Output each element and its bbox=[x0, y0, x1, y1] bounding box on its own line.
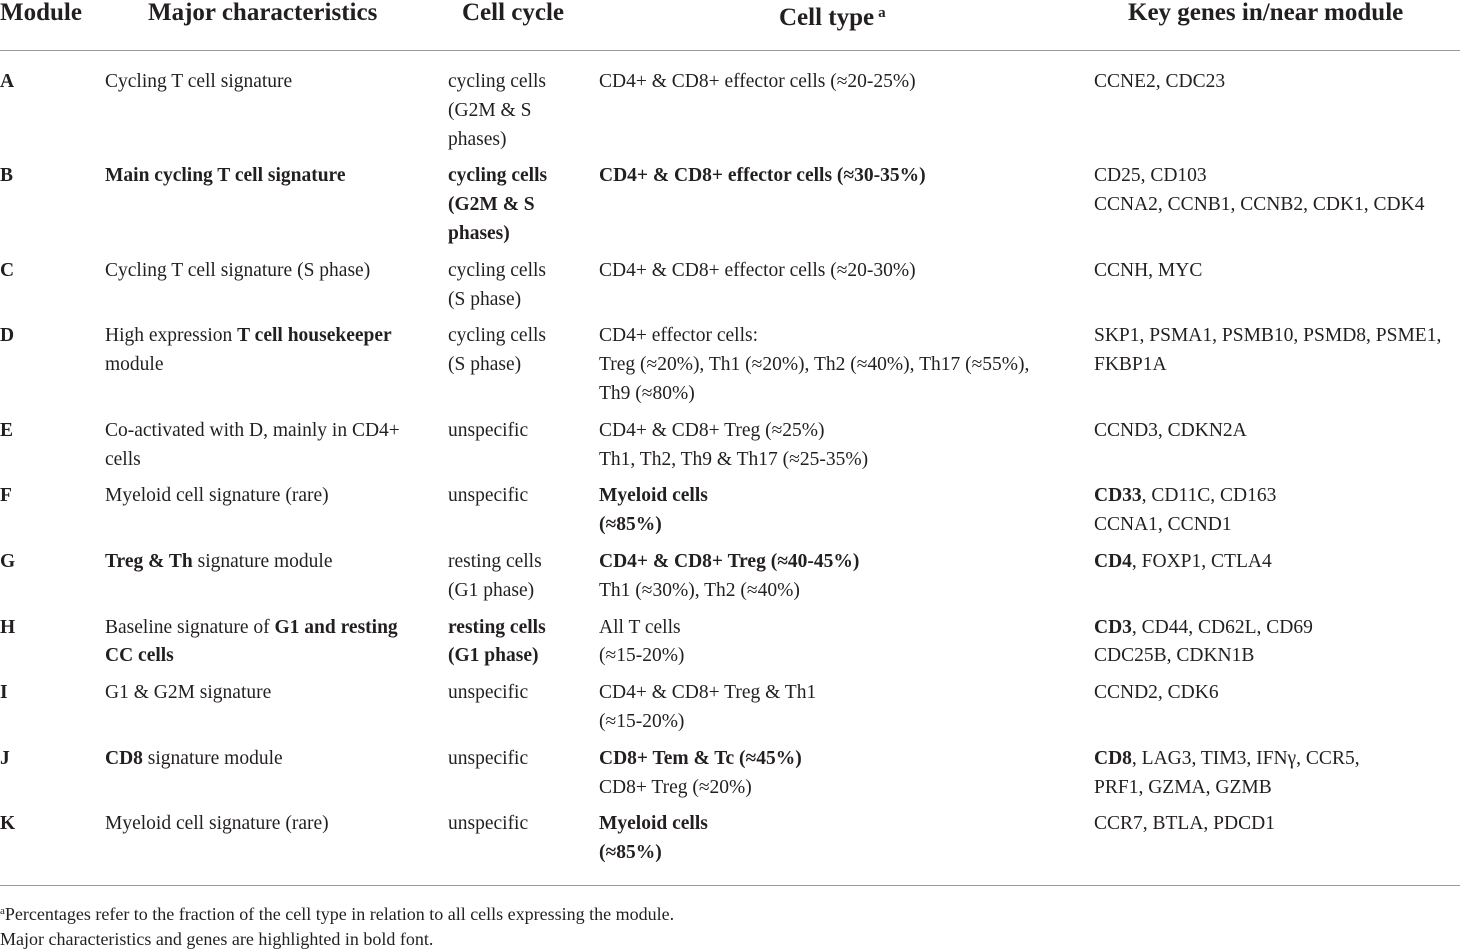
text: module bbox=[105, 354, 164, 376]
header-major-characteristics bbox=[105, 0, 448, 51]
text: (S phase) bbox=[448, 288, 522, 310]
cell-text-line bbox=[105, 810, 448, 839]
footnote-marker: a bbox=[0, 905, 5, 917]
cell-text-line bbox=[1094, 745, 1460, 774]
header-cell-cycle bbox=[448, 0, 599, 51]
cell-text-line bbox=[105, 68, 448, 97]
cell-major-characteristics bbox=[105, 808, 448, 885]
cell-text-line bbox=[105, 745, 448, 774]
text: cells bbox=[105, 448, 141, 470]
cell-text-line bbox=[599, 511, 1093, 540]
cell-module: D bbox=[0, 325, 15, 347]
cell-text-line bbox=[599, 708, 1093, 737]
text: , FOXP1, CTLA4 bbox=[1131, 550, 1272, 572]
cell-cell-cycle bbox=[448, 415, 599, 481]
cell-text-line bbox=[599, 839, 1093, 868]
text: Myeloid cell signature (rare) bbox=[105, 485, 329, 507]
cell-text-line bbox=[448, 577, 599, 606]
text: FKBP1A bbox=[1094, 354, 1167, 376]
cell-text-line bbox=[599, 614, 1093, 643]
cell-cell-cycle bbox=[448, 255, 599, 321]
cell-module: A bbox=[0, 71, 15, 92]
cell-module: H bbox=[0, 616, 16, 638]
table-row bbox=[0, 546, 1460, 612]
cell-module: F bbox=[0, 485, 12, 507]
cell-text-line bbox=[448, 162, 599, 191]
text: CD4+ & CD8+ effector cells (≈20-30%) bbox=[599, 259, 916, 281]
text: CCNH, MYC bbox=[1094, 259, 1203, 281]
bold-text: CD4 bbox=[1094, 550, 1132, 572]
cell-cell-cycle bbox=[448, 320, 599, 414]
cell-cell-type bbox=[599, 415, 1093, 481]
cell-text-line bbox=[599, 577, 1093, 606]
cell-text-line bbox=[448, 257, 599, 286]
cell-cell-type bbox=[599, 546, 1093, 612]
cell-cell-type bbox=[599, 677, 1093, 743]
text: (≈15-20%) bbox=[599, 710, 685, 732]
text: High expression bbox=[105, 325, 238, 347]
table-row bbox=[0, 320, 1460, 414]
cell-text-line bbox=[105, 614, 448, 643]
text: CCND2, CDK6 bbox=[1094, 682, 1219, 704]
text: unspecific bbox=[448, 419, 529, 441]
cell-module: J bbox=[0, 747, 10, 769]
bold-text: T cell housekeeper bbox=[237, 325, 392, 347]
bold-text: (G1 phase) bbox=[448, 645, 539, 667]
cell-text-line bbox=[448, 810, 599, 839]
text: cycling cells bbox=[448, 259, 547, 281]
text: Cycling T cell signature bbox=[105, 71, 293, 92]
cell-major-characteristics bbox=[105, 255, 448, 321]
cell-text-line bbox=[448, 191, 599, 220]
text: , CD11C, CD163 bbox=[1141, 485, 1277, 507]
text: Th1 (≈30%), Th2 (≈40%) bbox=[599, 579, 800, 601]
cell-key-genes bbox=[1093, 743, 1460, 809]
cell-text-line bbox=[448, 548, 599, 577]
cell-cell-cycle bbox=[448, 51, 599, 161]
text: CCNA1, CCND1 bbox=[1094, 514, 1232, 536]
header-major-label: Major characteristics bbox=[148, 0, 378, 26]
table-row bbox=[0, 808, 1460, 885]
text: Th9 (≈80%) bbox=[599, 382, 695, 404]
cell-major-characteristics bbox=[105, 480, 448, 546]
bold-text: cycling cells bbox=[448, 165, 548, 187]
bold-text: CD8 bbox=[105, 747, 143, 769]
cell-cell-type bbox=[599, 480, 1093, 546]
bold-text: CD4+ & CD8+ Treg (≈40-45%) bbox=[599, 550, 860, 572]
cell-major-characteristics bbox=[105, 743, 448, 809]
cell-key-genes bbox=[1093, 677, 1460, 743]
cell-text-line bbox=[448, 745, 599, 774]
cell-text-line bbox=[599, 322, 1093, 351]
cell-text-line bbox=[448, 68, 599, 97]
cell-text-line bbox=[1094, 68, 1460, 97]
text: CD25, CD103 bbox=[1094, 165, 1207, 187]
footnote-bold-highlight bbox=[0, 927, 674, 952]
text: , LAG3, TIM3, IFNγ, CCR5, bbox=[1131, 747, 1360, 769]
text: CD8+ Treg (≈20%) bbox=[599, 776, 752, 798]
cell-text-line bbox=[105, 322, 448, 351]
cell-major-characteristics bbox=[105, 51, 448, 161]
cell-cell-cycle bbox=[448, 612, 599, 678]
bold-text: resting cells bbox=[448, 616, 546, 638]
table-row bbox=[0, 743, 1460, 809]
header-module-label: Module bbox=[0, 0, 82, 26]
bold-text: (G2M & S bbox=[448, 194, 535, 216]
table-row bbox=[0, 677, 1460, 743]
text: Treg (≈20%), Th1 (≈20%), Th2 (≈40%), Th17 (≈55%), bbox=[599, 354, 1030, 376]
text: Myeloid cell signature (rare) bbox=[105, 813, 329, 835]
bold-text: CD4+ & CD8+ effector cells (≈30-35%) bbox=[599, 165, 926, 187]
text: , CD44, CD62L, CD69 bbox=[1131, 616, 1313, 638]
header-genes-label: Key genes in/near module bbox=[1128, 0, 1404, 26]
cell-text-line bbox=[448, 286, 599, 315]
cell-text-line bbox=[599, 162, 1093, 191]
cell-module: G bbox=[0, 550, 16, 572]
header-celltype-footnote-marker: a bbox=[878, 5, 886, 21]
cell-text-line bbox=[599, 482, 1093, 511]
cell-text-line bbox=[105, 642, 448, 671]
bold-text: Treg & Th bbox=[105, 550, 193, 572]
cell-text-line bbox=[1094, 417, 1460, 446]
bold-text: CD8+ Tem & Tc (≈45%) bbox=[599, 747, 802, 769]
text: cycling cells bbox=[448, 71, 547, 92]
cell-text-line bbox=[105, 679, 448, 708]
cell-cell-type bbox=[599, 255, 1093, 321]
cell-module: I bbox=[0, 682, 8, 704]
text: unspecific bbox=[448, 747, 529, 769]
cell-major-characteristics bbox=[105, 320, 448, 414]
cell-text-line bbox=[1094, 548, 1460, 577]
bold-text: Myeloid cells bbox=[599, 485, 708, 507]
cell-text-line bbox=[599, 380, 1093, 409]
cell-text-line bbox=[448, 351, 599, 380]
text: PRF1, GZMA, GZMB bbox=[1094, 776, 1272, 798]
cell-text-line bbox=[105, 257, 448, 286]
header-cycle-label: Cell cycle bbox=[462, 0, 565, 26]
footnote-percentages bbox=[0, 899, 674, 927]
footnote-bold-text: Major characteristics and genes are highlighted in bold font. bbox=[0, 929, 434, 949]
cell-text-line bbox=[448, 220, 599, 249]
cell-module: K bbox=[0, 808, 105, 885]
cell-cell-cycle bbox=[448, 546, 599, 612]
cell-text-line bbox=[599, 548, 1093, 577]
bold-text: CD3 bbox=[1094, 616, 1132, 638]
cell-text-line bbox=[105, 446, 448, 475]
text: signature module bbox=[142, 747, 283, 769]
cell-text-line bbox=[1094, 642, 1460, 671]
cell-cell-cycle bbox=[448, 480, 599, 546]
bold-text: CD8 bbox=[1094, 747, 1132, 769]
text: Cycling T cell signature (S phase) bbox=[105, 259, 371, 281]
cell-text-line bbox=[599, 774, 1093, 803]
text: Baseline signature of bbox=[105, 616, 275, 638]
cell-text-line bbox=[448, 679, 599, 708]
bold-text: Myeloid cells bbox=[599, 813, 708, 835]
cell-module: E bbox=[0, 419, 14, 441]
cell-major-characteristics bbox=[105, 160, 448, 254]
cell-text-line bbox=[105, 351, 448, 380]
header-row bbox=[0, 0, 1460, 51]
text: (G1 phase) bbox=[448, 579, 535, 601]
text: cycling cells bbox=[448, 325, 547, 347]
text: G1 & G2M signature bbox=[105, 682, 272, 704]
cell-cell-type bbox=[599, 612, 1093, 678]
header-cell-type bbox=[599, 0, 1093, 51]
cell-text-line bbox=[599, 417, 1093, 446]
text: unspecific bbox=[448, 813, 529, 835]
cell-text-line bbox=[599, 257, 1093, 286]
table-footnotes bbox=[0, 899, 674, 952]
cell-text-line bbox=[105, 482, 448, 511]
cell-major-characteristics bbox=[105, 612, 448, 678]
bold-text: phases) bbox=[448, 222, 510, 244]
text: All T cells bbox=[599, 616, 681, 638]
header-celltype-label: Cell type bbox=[779, 4, 875, 31]
cell-module: C bbox=[0, 259, 15, 281]
text: CCND3, CDKN2A bbox=[1094, 419, 1247, 441]
table-row bbox=[0, 415, 1460, 481]
footnote-percentages-text: Percentages refer to the fraction of the cell type in relation to all cells expressing the module. bbox=[4, 904, 675, 924]
cell-cell-cycle bbox=[448, 743, 599, 809]
table-row bbox=[0, 612, 1460, 678]
cell-text-line bbox=[105, 417, 448, 446]
cell-text-line bbox=[599, 68, 1093, 97]
cell-module: B bbox=[0, 165, 14, 187]
cell-cell-cycle bbox=[448, 808, 599, 885]
text: (G2M & S bbox=[448, 99, 532, 121]
cell-text-line bbox=[1094, 511, 1460, 540]
cell-text-line bbox=[1094, 679, 1460, 708]
bold-text: G1 and resting bbox=[274, 616, 398, 638]
text: SKP1, PSMA1, PSMB10, PSMD8, PSME1, bbox=[1094, 325, 1442, 347]
text: CCNE2, CDC23 bbox=[1094, 71, 1226, 92]
text: Th1, Th2, Th9 & Th17 (≈25-35%) bbox=[599, 448, 869, 470]
cell-text-line bbox=[599, 446, 1093, 475]
bold-text: CD33 bbox=[1094, 485, 1142, 507]
text: (S phase) bbox=[448, 354, 522, 376]
text: unspecific bbox=[448, 682, 529, 704]
cell-text-line bbox=[448, 97, 599, 126]
cell-text-line bbox=[448, 126, 599, 155]
cell-cell-cycle bbox=[448, 677, 599, 743]
cell-key-genes bbox=[1093, 480, 1460, 546]
cell-text-line bbox=[599, 351, 1093, 380]
cell-text-line bbox=[1094, 614, 1460, 643]
text: CCNA2, CCNB1, CCNB2, CDK1, CDK4 bbox=[1094, 194, 1425, 216]
bold-text: (≈85%) bbox=[599, 842, 662, 864]
text: CD4+ effector cells: bbox=[599, 325, 758, 347]
cell-text-line bbox=[1094, 482, 1460, 511]
cell-cell-type bbox=[599, 808, 1093, 885]
table-row bbox=[0, 51, 1460, 161]
cell-key-genes bbox=[1093, 546, 1460, 612]
text: phases) bbox=[448, 128, 507, 150]
text: CD4+ & CD8+ Treg & Th1 bbox=[599, 682, 817, 704]
cell-text-line bbox=[1094, 162, 1460, 191]
header-module bbox=[0, 0, 105, 51]
text: Co-activated with D, mainly in CD4+ bbox=[105, 419, 400, 441]
table-body bbox=[0, 51, 1460, 886]
bold-text: (≈85%) bbox=[599, 514, 662, 536]
cell-key-genes bbox=[1093, 808, 1460, 885]
cell-key-genes bbox=[1093, 415, 1460, 481]
cell-text-line bbox=[448, 614, 599, 643]
text: CD4+ & CD8+ effector cells (≈20-25%) bbox=[599, 71, 916, 92]
cell-text-line bbox=[599, 642, 1093, 671]
cell-text-line bbox=[105, 162, 448, 191]
text: CCR7, BTLA, PDCD1 bbox=[1094, 813, 1275, 835]
cell-cell-type bbox=[599, 160, 1093, 254]
cell-text-line bbox=[105, 548, 448, 577]
text: (≈15-20%) bbox=[599, 645, 685, 667]
text: unspecific bbox=[448, 485, 529, 507]
cell-text-line bbox=[1094, 257, 1460, 286]
bold-text: Main cycling T cell signature bbox=[105, 165, 346, 187]
cell-major-characteristics bbox=[105, 677, 448, 743]
cell-key-genes bbox=[1093, 612, 1460, 678]
table-header bbox=[0, 0, 1460, 51]
cell-text-line bbox=[1094, 191, 1460, 220]
text: signature module bbox=[192, 550, 333, 572]
cell-cell-type bbox=[599, 320, 1093, 414]
cell-text-line bbox=[599, 810, 1093, 839]
cell-text-line bbox=[1094, 322, 1460, 351]
table-row bbox=[0, 255, 1460, 321]
cell-text-line bbox=[1094, 774, 1460, 803]
cell-text-line bbox=[448, 417, 599, 446]
cell-key-genes bbox=[1093, 255, 1460, 321]
cell-major-characteristics bbox=[105, 546, 448, 612]
cell-text-line bbox=[448, 482, 599, 511]
cell-major-characteristics bbox=[105, 415, 448, 481]
text: CD4+ & CD8+ Treg (≈25%) bbox=[599, 419, 825, 441]
text: resting cells bbox=[448, 550, 542, 572]
cell-cell-cycle bbox=[448, 160, 599, 254]
cell-key-genes bbox=[1093, 160, 1460, 254]
bold-text: CC cells bbox=[105, 645, 174, 667]
cell-text-line bbox=[448, 642, 599, 671]
table-row bbox=[0, 480, 1460, 546]
cell-cell-type bbox=[599, 51, 1093, 161]
cell-key-genes bbox=[1093, 320, 1460, 414]
cell-text-line bbox=[448, 322, 599, 351]
table-row bbox=[0, 160, 1460, 254]
cell-text-line bbox=[599, 679, 1093, 708]
cell-text-line bbox=[1094, 810, 1460, 839]
text: CDC25B, CDKN1B bbox=[1094, 645, 1255, 667]
cell-text-line bbox=[599, 745, 1093, 774]
cell-cell-type bbox=[599, 743, 1093, 809]
header-key-genes bbox=[1093, 0, 1460, 51]
cell-key-genes bbox=[1093, 51, 1460, 161]
cell-text-line bbox=[1094, 351, 1460, 380]
